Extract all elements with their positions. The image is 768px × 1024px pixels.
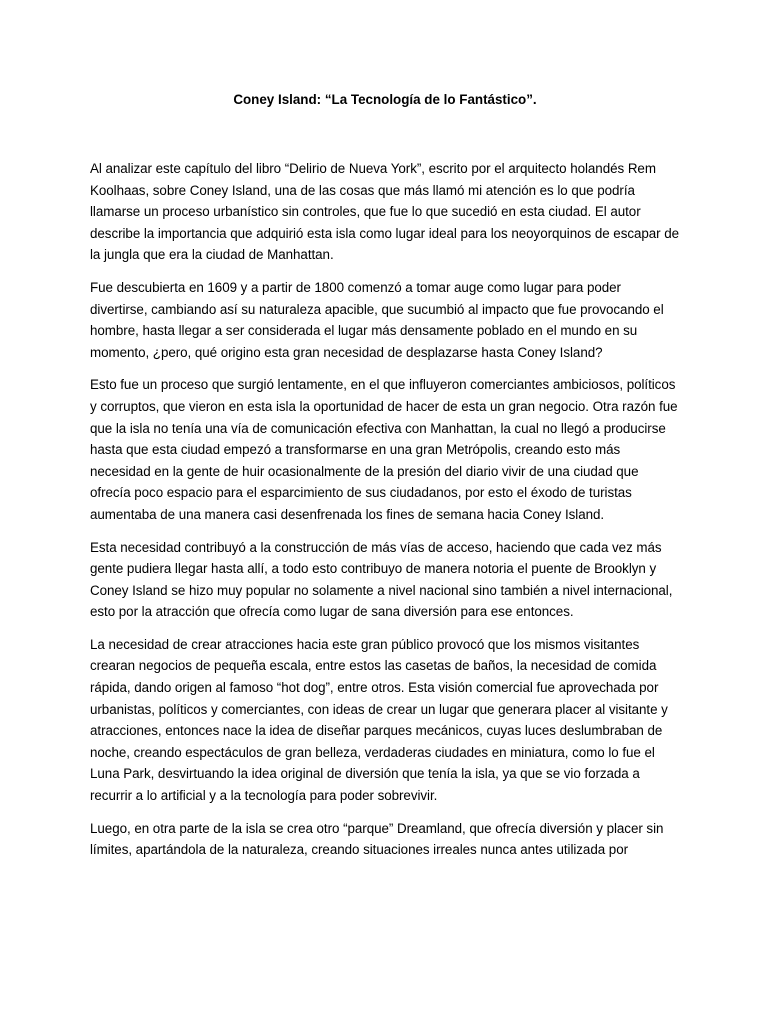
- document-page: [90, 90, 680, 872]
- document-title: Coney Island: “La Tecnología de lo Fantástico”.: [233, 92, 537, 107]
- paragraph-1: Al analizar este capítulo del libro “Delirio de Nueva York”, escrito por el arquitecto holandés Rem Koolhaas, sobre Coney Island, una de las cosas que más llamó mi atención es lo que podría llamarse un proceso urbanístico sin controles, que fue lo que sucedió en esta ciudad. El autor describe la importancia que adquirió esta isla como lugar ideal para los neoyorquinos de escapar de la jungla que era la ciudad de Manhattan.: [90, 161, 680, 263]
- paragraph-3: Esto fue un proceso que surgió lentamente, en el que influyeron comerciantes ambiciosos, políticos y corruptos, que vieron en esta isla la oportunidad de hacer de esta un gran negocio. Otra razón fue que la isla no tenía una vía de comunicación efectiva con Manhattan, la cual no llegó a producirse hasta que esta ciudad empezó a transformarse en una gran Metrópolis, creando esto más necesidad en la gente de huir ocasionalmente de la presión del diario vivir de una ciudad que ofrecía poco espacio para el esparcimiento de sus ciudadanos, por esto el éxodo de turistas aumentaba de una manera casi desenfrenada los fines de semana hacia Coney Island.: [90, 377, 678, 522]
- paragraph-6: Luego, en otra parte de la isla se crea otro “parque” Dreamland, que ofrecía diversión y placer sin límites, apartándola de la naturaleza, creando situaciones irreales nunca antes utilizada por: [90, 820, 664, 858]
- paragraph-5: La necesidad de crear atracciones hacia este gran público provocó que los mismos visitantes crearan negocios de pequeña escala, entre estos las casetas de baños, la necesidad de comida rápida, dando origen al famoso “hot dog”, entre otros. Esta visión comercial fue aprovechada por urbanistas, políticos y comerciantes, con ideas de crear un lugar que generara placer al visitante y atracciones, entonces nace la idea de diseñar parques mecánicos, cuyas luces deslumbraban de noche, creando espectáculos de gran belleza, verdaderas ciudades en miniatura, como lo fue el Luna Park, desvirtuando la idea original de diversión que tenía la isla, ya que se vio forzada a recurrir a lo artificial y a la tecnología para poder sobrevivir.: [90, 636, 668, 804]
- paragraph-4: Esta necesidad contribuyó a la construcción de más vías de acceso, haciendo que cada vez más gente pudiera llegar hasta allí, a todo esto contribuyo de manera notoria el puente de Brooklyn y Coney Island se hizo muy popular no solamente a nivel nacional sino también a nivel internacional, esto por la atracción que ofrecía como lugar de sana diversión para ese entonces.: [90, 539, 673, 620]
- paragraph-2: Fue descubierta en 1609 y a partir de 1800 comenzó a tomar auge como lugar para poder divertirse, cambiando así su naturaleza apacible, que sucumbió al impacto que fue provocando el hombre, hasta llegar a ser considerada el lugar más densamente poblado en el mundo en su momento, ¿pero, qué origino esta gran necesidad de desplazarse hasta Coney Island?: [90, 279, 664, 360]
